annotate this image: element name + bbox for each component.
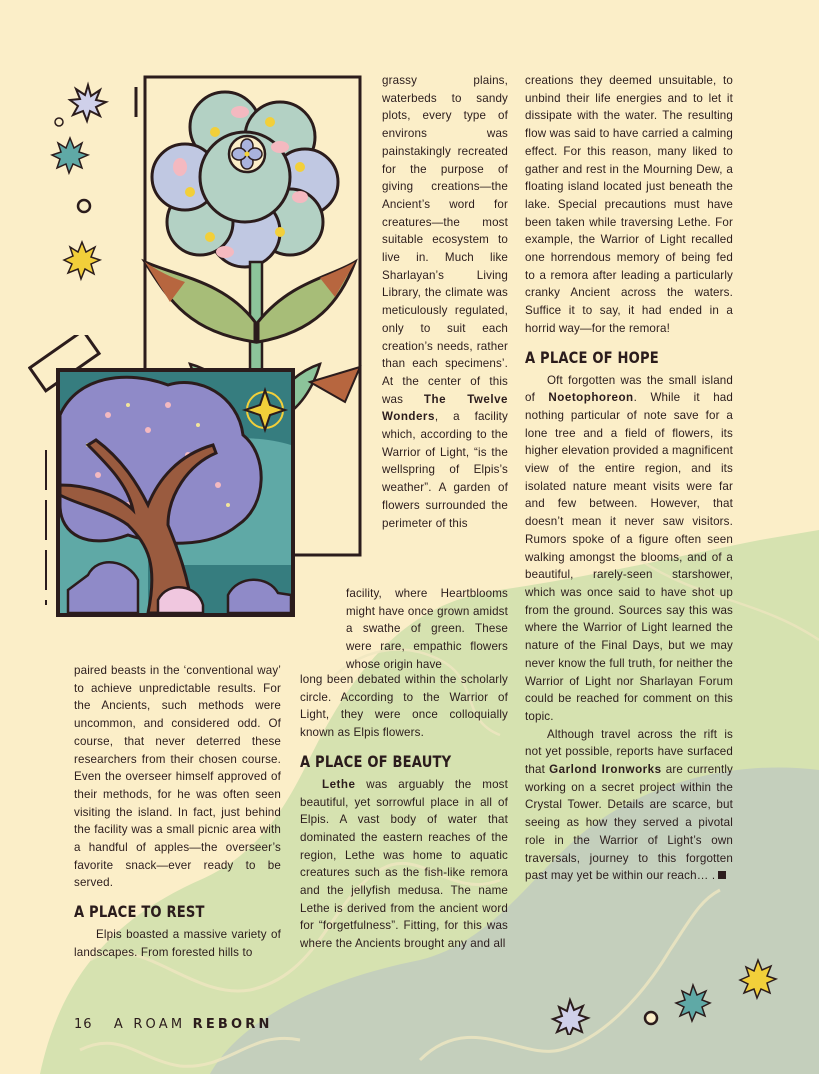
elpis-tree-night-illustration	[28, 335, 298, 625]
yellow-star-icon	[64, 242, 100, 279]
publication-name-prefix: A ROAM	[113, 1017, 186, 1032]
teal-star-icon	[52, 138, 88, 173]
body-text: Although travel across the rift is not yet possible, reports have surfaced that	[525, 727, 733, 777]
section-heading-hope: A PLACE OF HOPE	[525, 347, 659, 367]
bold-term-garlond-ironworks: Garlond Ironworks	[549, 763, 662, 777]
body-text: , a facility which, according to the Warrior of Light, “is the wellspring of Elpis’s weather”. A garden of flowers surrounded the perimeter of this	[382, 410, 508, 530]
publication-name-emphasis: REBORN	[192, 1017, 273, 1032]
bold-term-noetophoreon: Noetophoreon	[548, 391, 634, 405]
ring-icon	[645, 1012, 657, 1024]
page-footer	[74, 1017, 273, 1032]
small-circle-icon	[55, 118, 63, 126]
yellow-star-icon	[740, 960, 776, 998]
body-text: . While it had nothing particular of note save for a lone tree and a field of flowers, its higher elevation provided a magnificent view of the entire region, and its isolated nature meant visits were far and few between. However, that doesn’t mean it never saw visitors. Rumors spoke of a figure often seen walking amongst the blooms, and of a beautiful, rarely-seen starshower, which was once said to have shot up from the ground. Sources say this was where the Warrior of Light learned the nature of the Final Days, but we may never know the full truth, for neither the Warrior of Light nor Sharlayan Forum could be reached for comment on this topic.	[525, 391, 733, 723]
article-column-2-top	[382, 72, 508, 532]
body-text: facility, where Heartblooms might have once grown amidst a swathe of green. These were rare, empathic flowers whose origin have	[346, 587, 508, 671]
teal-star-icon	[676, 985, 710, 1021]
lavender-star-icon	[553, 1000, 588, 1035]
decorative-stars-bottom	[550, 955, 790, 1035]
body-text: grassy plains, waterbeds to sandy plots, every type of environs was painstakingly recreated for the purpose of giving creations—the Ancient’s word for creatures—the most suitable ecosystem to live in. Much like Sharlayan’s Living Library, the climate was meticulously regulated, only to suit each creation’s needs, rather than each specimens’. At the center of this was	[382, 74, 508, 406]
section-heading-rest: A PLACE TO REST	[74, 902, 205, 922]
section-heading-beauty: A PLACE OF BEAUTY	[300, 751, 452, 771]
article-column-2-mid	[346, 585, 508, 674]
lavender-star-icon	[70, 85, 106, 121]
article-column-3	[525, 72, 733, 885]
ring-icon	[78, 200, 90, 212]
body-text: creations they deemed unsuitable, to unbind their life energies and to let it dissipate with the water. The resulting flow was said to have carried a calming effect. For this reason, many liked to gather and rest in the Mourning Dew, a floating island located just beneath the lake. Special precautions must have been taken while traversing Lethe. For example, the Warrior of Light recalled one horrendous memory of being fed to a remora after leading a particularly cranky Ancient across the waters. Suffice it to say, it had ended in a horrid way—for the remora!	[525, 74, 733, 335]
body-text: are currently working on a secret project within the Crystal Tower. Details are scarce, but seeing as how they served a pivotal role in the Warrior of Light’s own traversals, journey to this forgotten past may yet be within our reach… .	[525, 763, 733, 883]
decorative-stars-left	[40, 80, 120, 290]
article-column-2-bottom	[300, 671, 508, 953]
body-text: long been debated within the scholarly circle. According to the Warrior of Light, they were once colloquially known as Elpis flowers.	[300, 673, 508, 740]
body-text: Oft forgotten was the small island of	[525, 373, 733, 405]
body-text: Elpis boasted a massive variety of landscapes. From forested hills to	[74, 928, 281, 959]
bold-term-twelve-wonders: The Twelve Wonders	[382, 392, 508, 424]
body-text: paired beasts in the ‘conventional way’ to achieve unpredictable results. For the Ancients, such methods were uncommon, and considered odd. Of course, that never deterred these researchers from their chosen course. Even the overseer himself approved of their methods, for he was often seen visiting the island. In fact, just behind the facility was a small picnic area with a handful of apples—the overseer’s favorite snack—ever ready to be served.	[74, 664, 281, 890]
end-mark-icon	[718, 871, 726, 879]
article-column-1	[74, 662, 281, 962]
bold-term-lethe: Lethe	[322, 777, 356, 791]
body-text: was arguably the most beautiful, yet sorrowful place in all of Elpis. A vast body of water that dominated the eastern reaches of the region, Lethe was home to aquatic creatures such as the fish-like remora and the jellyfish medusa. The name Lethe is derived from the ancient word for “forgetfulness”. Fitting, for this was where the Ancients brought any and all	[300, 777, 508, 951]
page-number: 16	[74, 1017, 93, 1032]
